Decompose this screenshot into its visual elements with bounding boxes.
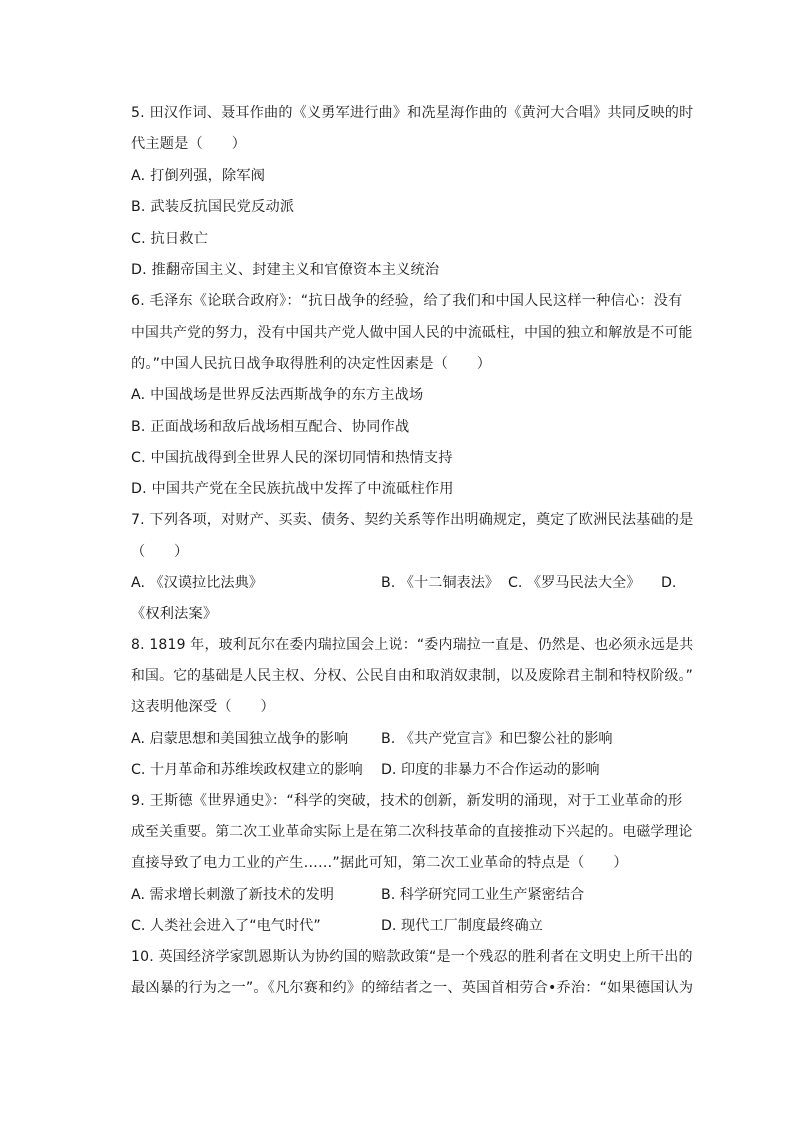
q8-stem-line-1: 8. 1819 年，玻利瓦尔在委内瑞拉国会上说：“委内瑞拉一直是、仍然是、也必须永远是共: [131, 637, 694, 653]
q7-option-c: C. 《罗马民法大全》: [508, 575, 641, 591]
q9-option-b: B. 科学研究同工业生产紧密结合: [381, 887, 585, 903]
q5-option-b: B. 武装反抗国民党反动派: [131, 199, 295, 215]
q10-stem-line-1: 10. 英国经济学家凯恩斯认为协约国的赔款政策“是一个残忍的胜利者在文明史上所干出的: [131, 949, 693, 965]
q9-option-a: A. 需求增长刺激了新技术的发明: [131, 887, 334, 903]
q6-stem-line-1: 6. 毛泽东《论联合政府》：“抗日战争的经验，给了我们和中国人民这样一种信心：没有: [131, 293, 683, 309]
q6-stem-line-3: 的。”中国人民抗日战争取得胜利的决定性因素是（ ）: [131, 356, 492, 372]
q7-option-b: B. 《十二铜表法》: [381, 575, 500, 591]
q9-stem-line-1: 9. 王斯德《世界通史》：“科学的突破，技术的创新，新发明的涌现，对于工业革命的形: [131, 793, 683, 809]
q9-stem-line-2: 成至关重要。第二次工业革命实际上是在第二次科技革命的直接推动下兴起的。电磁学理论: [131, 824, 693, 840]
q10-stem-line-2: 最凶暴的行为之一”。《凡尔赛和约》的缔结者之一、英国首相劳合•乔治：“如果德国认为: [131, 980, 694, 996]
q6-option-c: C. 中国抗战得到全世界人民的深切同情和热情支持: [131, 450, 453, 466]
q5-stem-line-2: 代主题是（ ）: [131, 136, 247, 152]
q8-option-c: C. 十月革命和苏维埃政权建立的影响: [131, 762, 363, 778]
q6-option-b: B. 正面战场和敌后战场相互配合、协同作战: [131, 419, 410, 435]
q6-option-d: D. 中国共产党在全民族抗战中发挥了中流砥柱作用: [131, 481, 454, 497]
q7-option-d-text: 《权利法案》: [131, 606, 218, 622]
q8-stem-line-2: 和国。它的基础是人民主权、分权、公民自由和取消奴隶制，以及废除君主制和特权阶级。”: [131, 668, 693, 684]
q7-option-a: A. 《汉谟拉比法典》: [131, 575, 263, 591]
q5-option-d: D. 推翻帝国主义、封建主义和官僚资本主义统治: [131, 262, 440, 278]
q9-stem-line-3: 直接导致了电力工业的产生……”据此可知，第二次工业革命的特点是（ ）: [131, 855, 628, 871]
q6-stem-line-2: 中国共产党的努力，没有中国共产党人做中国人民的中流砥柱，中国的独立和解放是不可能: [131, 325, 693, 341]
q9-option-d: D. 现代工厂制度最终确立: [381, 918, 543, 934]
q8-option-d: D. 印度的非暴力不合作运动的影响: [381, 762, 600, 778]
q5-stem-line-1: 5. 田汉作词、聂耳作曲的《义勇军进行曲》和冼星海作曲的《黄河大合唱》共同反映的时: [131, 105, 694, 121]
q5-option-c: C. 抗日救亡: [131, 231, 209, 247]
q7-option-d-label: D.: [661, 575, 677, 591]
q7-stem-line-2: （ ）: [131, 544, 189, 560]
q8-option-a: A. 启蒙思想和美国独立战争的影响: [131, 731, 349, 747]
q8-option-b: B. 《共产党宣言》和巴黎公社的影响: [381, 731, 613, 747]
q7-stem-line-1: 7. 下列各项，对财产、买卖、债务、契约关系等作出明确规定，奠定了欧洲民法基础的是: [131, 512, 694, 528]
q9-option-c: C. 人类社会进入了“电气时代”: [131, 918, 321, 934]
q8-stem-line-3: 这表明他深受（ ）: [131, 699, 275, 715]
q6-option-a: A. 中国战场是世界反法西斯战争的东方主战场: [131, 387, 424, 403]
q5-option-a: A. 打倒列强，除军阀: [131, 168, 266, 184]
